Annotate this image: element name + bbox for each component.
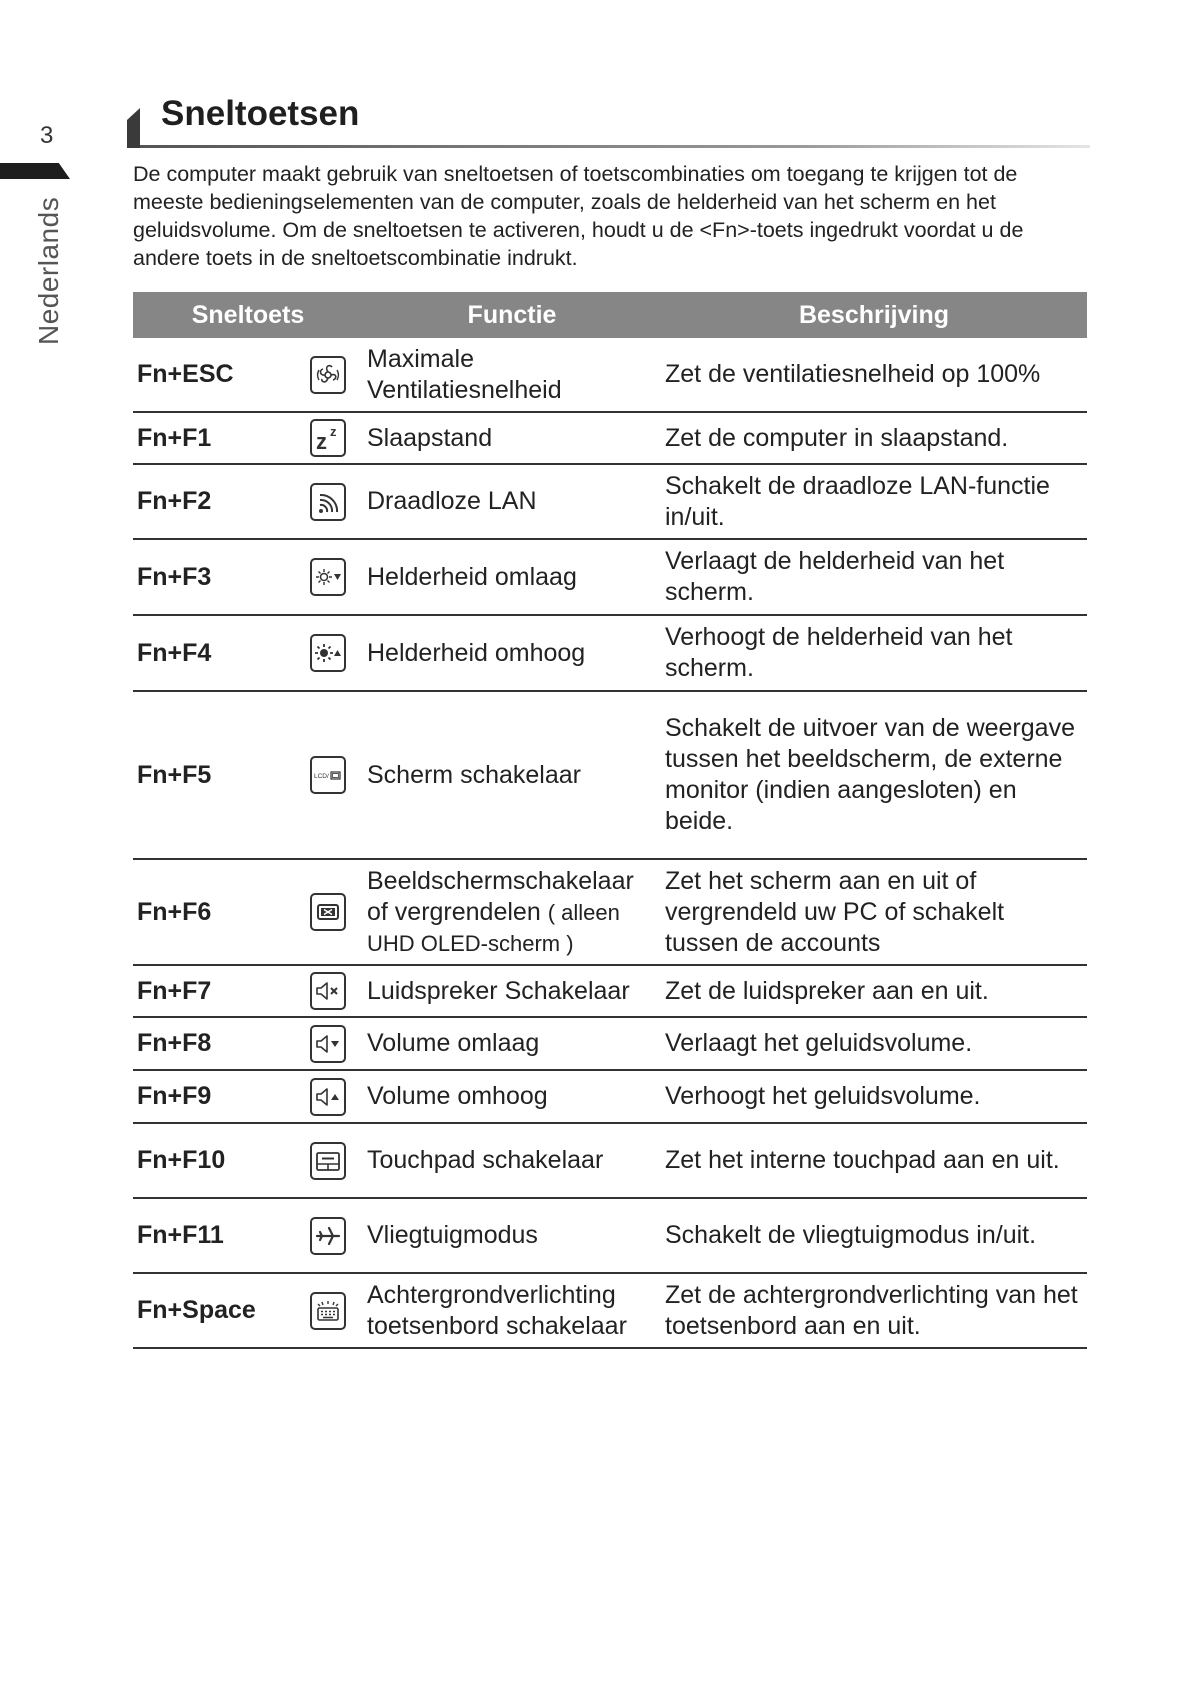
description-text: Zet het interne touchpad aan en uit. [661,1123,1087,1198]
intro-paragraph: De computer maakt gebruik van sneltoetsen of toetscombinaties om toegang te krijgen tot de meeste bedieningselementen van de computer, zoals de helderheid van het scherm en het geluidsvolume. Om de sneltoetsen te activeren, houdt u de <Fn>-toets ingedrukt voordat u de andere toets in de sneltoetscombinatie indrukt. [133,162,1024,270]
table-row [133,1198,1087,1273]
function-text: Helderheid omhoog [363,615,661,691]
description-text: Verlaagt de helderheid van het scherm. [661,539,1087,615]
hotkey-label: Fn+ESC [133,338,293,412]
function-cell [363,859,661,965]
sleep-icon [310,419,346,457]
description-text: Verhoogt de helderheid van het scherm. [661,615,1087,691]
hotkey-label: Fn+F3 [133,539,293,615]
function-text: Beeldschermschakelaar of vergrendelen [367,866,634,926]
table-row [133,859,1087,965]
function-text: Vliegtuigmodus [363,1198,661,1273]
hotkey-label: Fn+Space [133,1273,293,1348]
function-text: Slaapstand [363,412,661,464]
description-text: Zet de ventilatiesnelheid op 100% [661,338,1087,412]
table-row [133,691,1087,859]
function-text: Luidspreker Schakelaar [363,965,661,1017]
header-sneltoets: Sneltoets [133,292,363,338]
keyboard-backlight-icon [310,1292,346,1330]
hotkey-label: Fn+F7 [133,965,293,1017]
brightness-down-icon [310,558,346,596]
hotkey-label: Fn+F1 [133,412,293,464]
speaker-mute-icon [310,972,346,1010]
function-text: Touchpad schakelaar [363,1123,661,1198]
table-row [133,412,1087,464]
hotkey-label: Fn+F8 [133,1017,293,1070]
table-row [133,1123,1087,1198]
description-text: Zet de computer in slaapstand. [661,412,1087,464]
display-switch-icon [310,756,346,794]
function-note: ( alleen UHD OLED-scherm ) [367,899,620,956]
table-row [133,615,1087,691]
airplane-icon [310,1217,346,1255]
table-row [133,338,1087,412]
hotkey-label: Fn+F2 [133,464,293,539]
table-row [133,464,1087,539]
function-text: Achtergrondverlichting toetsenbord schakelaar [363,1273,661,1348]
table-row [133,1017,1087,1070]
screen-lock-icon [310,893,346,931]
header-beschrijving: Beschrijving [661,292,1087,338]
title-accent [127,108,140,148]
table-row [133,965,1087,1017]
hotkey-label: Fn+F9 [133,1070,293,1123]
description-text: Schakelt de draadloze LAN-functie in/uit. [661,464,1087,539]
function-text: Helderheid omlaag [363,539,661,615]
table-row [133,1070,1087,1123]
page-title: Sneltoetsen [161,94,360,133]
description-text: Zet de achtergrondverlichting van het toetsenbord aan en uit. [661,1273,1087,1348]
language-tab-label: Nederlands [33,196,64,345]
hotkey-label: Fn+F11 [133,1198,293,1273]
header-functie: Functie [363,292,661,338]
hotkey-label: Fn+F4 [133,615,293,691]
table-row [133,539,1087,615]
table-row [133,1273,1087,1348]
function-text: Draadloze LAN [363,464,661,539]
function-text: Volume omhoog [363,1070,661,1123]
description-text: Schakelt de vliegtuigmodus in/uit. [661,1198,1087,1273]
function-text: Maximale Ventilatiesnelheid [363,338,661,412]
description-text: Zet het scherm aan en uit of vergrendeld uw PC of schakelt tussen de accounts [661,859,1087,965]
description-text: Schakelt de uitvoer van de weergave tussen het beeldscherm, de externe monitor (indien aangesloten) en beide. [661,691,1087,859]
wireless-icon [310,483,346,521]
touchpad-icon [310,1142,346,1180]
volume-down-icon [310,1025,346,1063]
fan-icon [310,356,346,394]
svg-text:z: z [316,429,327,454]
hotkey-label: Fn+F6 [133,859,293,965]
function-text: Volume omlaag [363,1017,661,1070]
title-rule [140,145,1090,148]
svg-text:z: z [330,424,337,439]
hotkey-label: Fn+F5 [133,691,293,859]
page-number: 3 [40,122,54,149]
table-header-row [133,292,1087,338]
function-text: Scherm schakelaar [363,691,661,859]
description-text: Verlaagt het geluidsvolume. [661,1017,1087,1070]
volume-up-icon [310,1078,346,1116]
description-text: Verhoogt het geluidsvolume. [661,1070,1087,1123]
hotkey-label: Fn+F10 [133,1123,293,1198]
display-switch-icon-text: LCD/ [314,773,329,780]
language-tab-marker [0,163,70,179]
hotkey-table [133,292,1087,1349]
brightness-up-icon [310,634,346,672]
description-text: Zet de luidspreker aan en uit. [661,965,1087,1017]
